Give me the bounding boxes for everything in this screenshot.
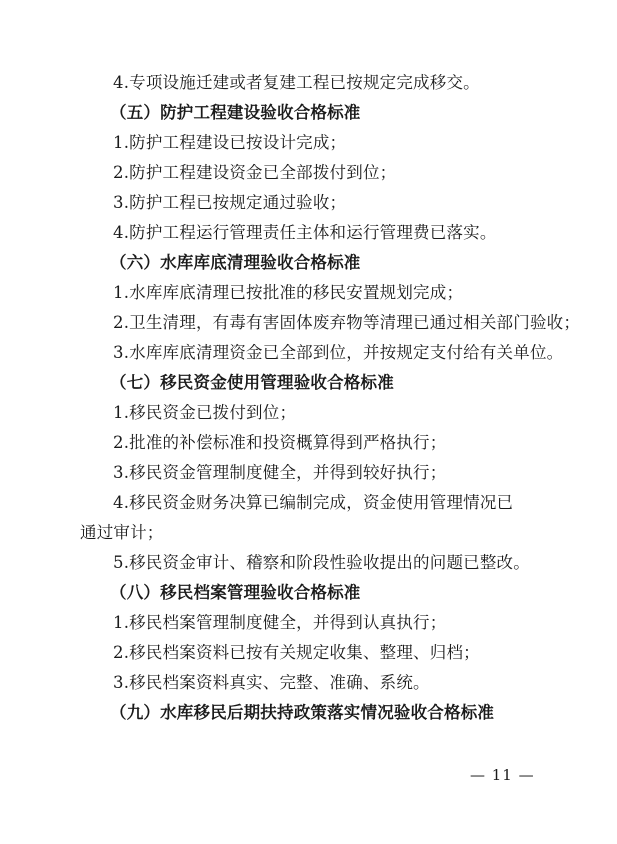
paragraph-line: 5.移民资金审计、稽察和阶段性验收提出的问题已整改。 [113, 553, 530, 572]
paragraph-line: 3.移民资金管理制度健全，并得到较好执行； [113, 463, 447, 482]
paragraph-line: 1.移民资金已拨付到位； [113, 403, 297, 422]
section-heading: （九）水库移民后期扶持政策落实情况验收合格标准 [110, 703, 495, 722]
paragraph-line: 3.移民档案资料真实、完整、准确、系统。 [113, 673, 430, 692]
paragraph-line: 4.防护工程运行管理责任主体和运行管理费已落实。 [113, 223, 497, 242]
paragraph-line: 1.水库库底清理已按批准的移民安置规划完成； [113, 283, 464, 302]
paragraph-line: 1.移民档案管理制度健全，并得到认真执行； [113, 613, 447, 632]
page-number: — 11 — [470, 766, 535, 784]
paragraph-line: 1.防护工程建设已按设计完成； [113, 133, 347, 152]
paragraph-line: 4.专项设施迁建或者复建工程已按规定完成移交。 [113, 73, 480, 92]
section-heading: （八）移民档案管理验收合格标准 [110, 583, 361, 602]
section-heading: （七）移民资金使用管理验收合格标准 [110, 373, 394, 392]
paragraph-line: 2.防护工程建设资金已全部拨付到位； [113, 163, 397, 182]
paragraph-line: 2.卫生清理，有毒有害固体废弃物等清理已通过相关部门验收； [113, 313, 581, 332]
paragraph-line: 3.水库库底清理资金已全部到位，并按规定支付给有关单位。 [113, 343, 564, 362]
paragraph-line-continued: 通过审计； [80, 523, 164, 542]
paragraph-line: 2.批准的补偿标准和投资概算得到严格执行； [113, 433, 447, 452]
paragraph-line: 3.防护工程已按规定通过验收； [113, 193, 347, 212]
paragraph-line: 4.移民资金财务决算已编制完成，资金使用管理情况已 [113, 493, 514, 512]
section-heading: （五）防护工程建设验收合格标准 [110, 103, 361, 122]
paragraph-line: 2.移民档案资料已按有关规定收集、整理、归档； [113, 643, 480, 662]
section-heading: （六）水库库底清理验收合格标准 [110, 253, 361, 272]
